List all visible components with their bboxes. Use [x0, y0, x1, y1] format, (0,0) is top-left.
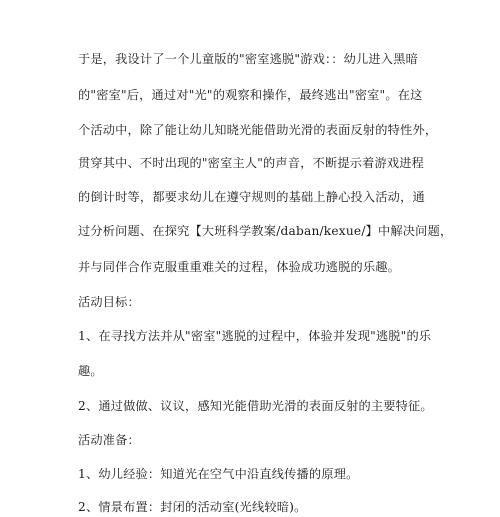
- goal-item-2: 2、通过做做、议议，感知光能借助光滑的表面反射的主要特征。: [78, 399, 433, 413]
- paragraph-line: 贯穿其中、不时出现的"密室主人"的声音，不断提示着游戏进程: [78, 156, 425, 170]
- paragraph-line: 的倒计时等，都要求幼儿在遵守规则的基础上静心投入活动，通: [78, 190, 425, 204]
- preparation-item-1: 1、幼儿经验：知道光在空气中沿直线传播的原理。: [78, 467, 359, 481]
- goal-item-1: 1、在寻找方法并从"密室"逃脱的过程中，体验并发现"逃脱"的乐: [78, 329, 432, 343]
- preparation-item-2: 2、情景布置：封闭的活动室(光线较暗)。: [78, 500, 307, 514]
- paragraph-line: 过分析问题、在探究【大班科学教案/daban/kexue/】中解决问题，: [78, 224, 453, 238]
- paragraph-line: 个活动中，除了能让幼儿知晓光能借助光滑的表面反射的特性外，: [78, 123, 438, 137]
- section-heading-preparation: 活动准备：: [78, 433, 140, 447]
- paragraph-line: 并与同伴合作克服重重难关的过程，体验成功逃脱的乐趣。: [78, 260, 401, 274]
- section-heading-goals: 活动目标：: [78, 295, 140, 309]
- paragraph-line: 的"密室"后，通过对"光"的观察和操作，最终逃出"密室"。在这: [78, 88, 423, 102]
- paragraph-line: 于是，我设计了一个儿童版的"密室逃脱"游戏：：幼儿进入黑暗: [78, 52, 418, 66]
- goal-item-1-continued: 趣。: [78, 364, 103, 378]
